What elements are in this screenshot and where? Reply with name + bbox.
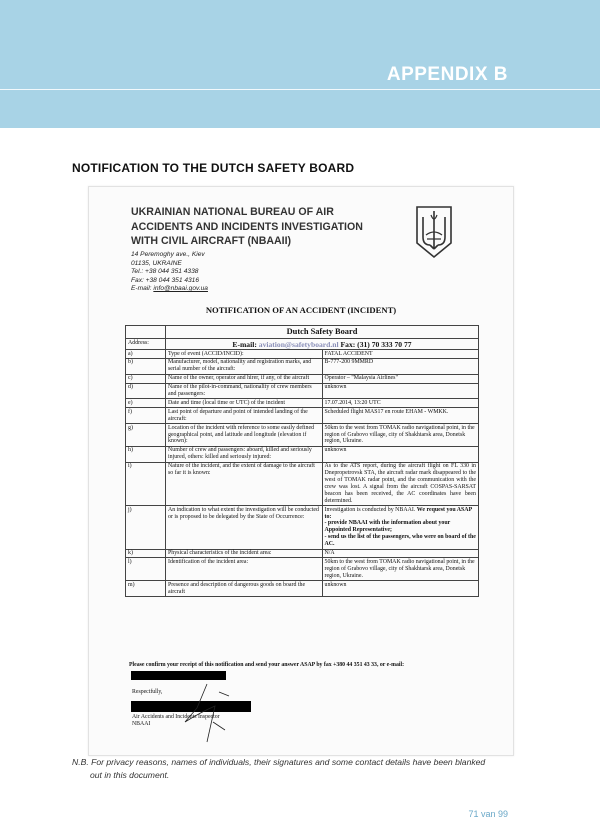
table-row: f) Last point of departure and point of intended landing of the aircraft: Scheduled flight MAS17 en route EHAM - WMKK. (126, 408, 479, 424)
banner-rule (0, 89, 600, 90)
address-line: 14 Peremoghy ave., Kiev (131, 251, 205, 258)
table-row: j) An indication to what extent the investigation will be conducted or is proposed to be delegated by the State of Occurrence: Investigation is conducted by NBAAI. We request you ASAP to: - provide NBAAI with the information about your Appointed Representative; - send us the list of the passengers, who were on board of the AC. (126, 506, 479, 549)
footnote-line: out in this document. (90, 770, 170, 780)
section-title: NOTIFICATION TO THE DUTCH SAFETY BOARD (72, 161, 355, 175)
email-line (131, 285, 208, 294)
contact-address (131, 251, 208, 294)
addressee-email[interactable]: aviation@safetyboard.nl (258, 339, 339, 349)
footnote-line: N.B. For privacy reasons, names of individuals, their signatures and some contact details have been blanked (72, 757, 486, 767)
table-row: h) Number of crew and passengers: aboard, killed and seriously injured, others: killed and seriously injured: unknown (126, 446, 479, 462)
inspector-line: Air Accidents and Incidents Inspector (132, 714, 220, 720)
table-row: l) Identification of the incident area: 50km to the west from TOMAK radio navigational point, in the region of Grabovo village, city of Shakhtarsk area, Donetsk region, Ukraine. (126, 558, 479, 581)
email-label: E-mail: (131, 285, 152, 293)
table-row: k) Physical characteristics of the incident area: N/A (126, 549, 479, 558)
addressee-contact (166, 339, 479, 350)
notification-title: NOTIFICATION OF AN ACCIDENT (INCIDENT) (205, 305, 397, 315)
addressee: Dutch Safety Board (166, 326, 479, 339)
inspector-line: NBAAI (132, 721, 151, 727)
table-row: m) Presence and description of dangerous goods on board the aircraft unknown (126, 581, 479, 597)
addressee-fax: Fax: (31) 70 333 70 77 (340, 339, 412, 349)
org-line: ACCIDENTS AND INCIDENTS INVESTIGATION (131, 220, 363, 233)
header-banner (0, 0, 600, 128)
table-row: d) Name of the pilot-in-command, nationality of crew members and passengers: unknown (126, 383, 479, 399)
trident-icon (415, 205, 453, 259)
closing-salutation: Respectfully, (132, 689, 163, 695)
table-row: g) Location of the incident with reference to some easily defined geographical point, and latitude and longitude (elevation if known): 50km to the west from TOMAK radio navigational point, in the region of Grabovo village, city of Shakhtarsk area, Donetsk region, Ukraine. (126, 424, 479, 447)
redacted-email-block (131, 671, 226, 680)
privacy-footnote (72, 756, 532, 782)
org-line: UKRAINIAN NATIONAL BUREAU OF AIR (131, 206, 334, 218)
table-row: b) Manufacturer, model, nationality and registration marks, and serial number of the aircraft: B-777-200 9MMRD (126, 358, 479, 374)
email-prefix: E-mail: (232, 339, 257, 349)
table-row: a) Type of event (ACCID/INCID): FATAL ACCIDENT (126, 350, 479, 359)
email-link[interactable]: info@nbaai.gov.ua (153, 285, 208, 293)
address-line: Tel.: +38 044 351 4338 (131, 268, 199, 276)
confirm-request: Please confirm your receipt of this notification and send your answer ASAP by fax +380 44 351 43 33, or e-mail: (129, 662, 405, 668)
page-number: 71 van 99 (468, 809, 508, 819)
org-line: WITH CIVIL AIRCRAFT (NBAAII) (131, 235, 292, 247)
table-row: c) Name of the owner, operator and hirer, if any, of the aircraft Operator – "Malaysia Airlines" (126, 374, 479, 383)
address-line: 01135, UKRAINE (131, 259, 182, 267)
notification-table (125, 325, 479, 597)
address-label: Address: (126, 339, 166, 350)
table-rows (126, 350, 479, 597)
organization-name (131, 205, 381, 249)
signature-scribble (177, 682, 247, 746)
scanned-notification (88, 186, 514, 756)
appendix-title: APPENDIX B (386, 64, 508, 85)
investigation-request: We request you ASAP to: - provide NBAAI with the information about your Appointed Representative; - send us the list of the passengers, who were on board of the AC. (324, 506, 476, 548)
table-row: i) Nature of the incident, and the extent of damage to the aircraft so far it is known: As to the ATS report, during the aircraft flight on FL 330 in Dnepropetrovsk STA, the aircraft radar mark disappeared to the west of TOMAK radar point, and the communication with the crew was lost. A signal from the aircraft COSPAS-SARSAT beacon has been received, the AC coordinates have been determined. (126, 462, 479, 505)
investigation-status: Investigation is conducted by NBAAI. (324, 506, 416, 513)
table-row: e) Date and time (local time or UTC) of the incident 17.07.2014, 13:20 UTC (126, 399, 479, 408)
address-line: Fax: +38 044 351 4316 (131, 276, 200, 284)
